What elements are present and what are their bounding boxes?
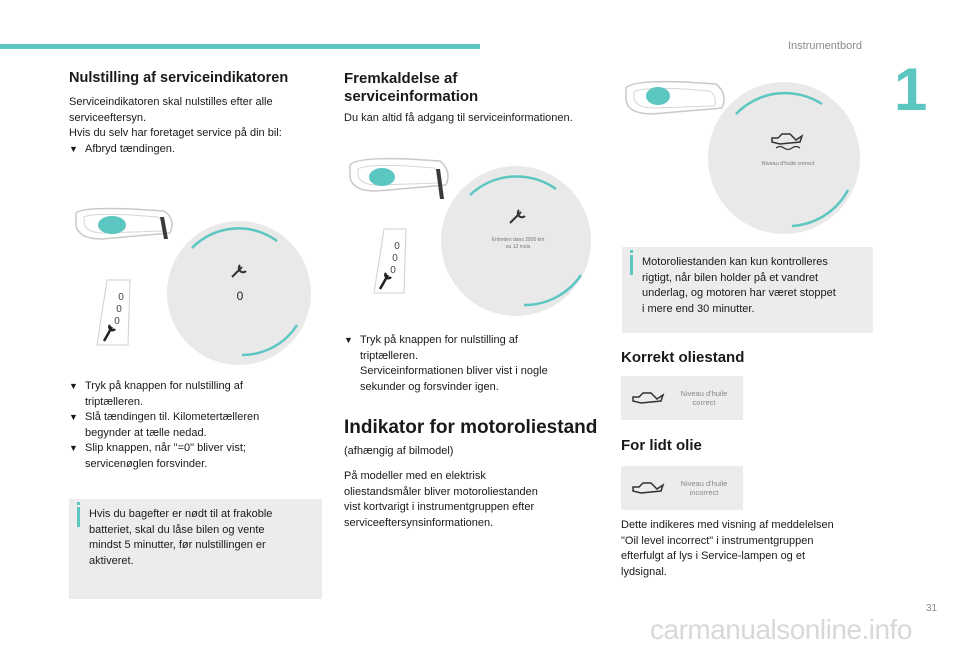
- header-accent-bar: [0, 44, 480, 49]
- trip-button-illustration: [76, 209, 172, 240]
- section-title: Instrumentbord: [788, 40, 862, 52]
- reset-section-title: Nulstilling af serviceindikatoren: [69, 70, 289, 86]
- list-item: ▼ Tryk på knappen for nulstilling af triptælleren.: [69, 380, 243, 408]
- list-item: ▼ Slå tændingen til. Kilometertælleren begynder at tælle nedad.: [69, 411, 260, 439]
- list-item: ▼ Slip knappen, når "=0" bliver vist; servicenøglen forsvinder.: [69, 442, 246, 470]
- bullet-arrow-icon: ▼: [69, 443, 78, 454]
- svg-text:0: 0: [392, 253, 398, 264]
- list-item: ▼ Tryk på knappen for nulstilling af triptælleren. Serviceinformationen bliver vist i nogle sekunder og forsvinder igen.: [344, 334, 548, 393]
- reset-intro: Serviceindikatoren skal nulstilles efter alle serviceeftersyn. Hvis du selv har foretaget service på din bil: ▼ Afbryd tændingen.: [69, 95, 319, 157]
- oil-level-illustration: [622, 78, 882, 238]
- oil-check-note: Motoroliestanden kan kun kontrolleres rigtigt, når bilen holder på et vandret underlag, og motoren har været stoppet i mere end 30 minutter.: [622, 247, 873, 333]
- gauge-text: Entretien dans 2800 km: [491, 237, 545, 243]
- oil-indicator-title: Indikator for motoroliestand: [344, 417, 598, 438]
- oil-can-icon: [621, 383, 671, 413]
- bullet-arrow-icon: ▼: [344, 335, 353, 345]
- gauge-text: Niveau d'huile correct: [761, 161, 815, 167]
- bullet-arrow-icon: ▼: [69, 412, 78, 423]
- bullet-arrow-icon: ▼: [69, 143, 78, 154]
- gauge-value: 0: [236, 289, 244, 303]
- trip-button-illustration: [350, 159, 448, 199]
- info-note-icon: [77, 507, 80, 527]
- gauge-dial: [708, 82, 860, 234]
- finger-press-icon: [436, 169, 444, 199]
- recall-steps: [344, 333, 604, 395]
- correct-oil-title: Korrekt oliestand: [621, 349, 745, 366]
- battery-note: Hvis du bagefter er nødt til at frakoble batteriet, skal du låse bilen og vente mindst 5 minutter, før nulstillingen er aktiveret.: [69, 499, 322, 599]
- svg-text:0: 0: [116, 304, 122, 315]
- page-number: 31: [926, 603, 938, 614]
- info-note-icon: [630, 255, 633, 275]
- chapter-number: 1: [894, 56, 928, 123]
- recall-illustration: [346, 155, 606, 325]
- low-oil-text: Dette indikeres med visning af meddelelsen "Oil level incorrect" i instrumentgruppen efterfulgt af lys i Service-lampen og et lydsignal.: [621, 519, 834, 578]
- oil-indicator-subtitle: (afhængig af bilmodel): [344, 445, 454, 457]
- odometer-strip: [374, 229, 406, 293]
- recall-intro: Du kan altid få adgang til serviceinformationen.: [344, 112, 573, 124]
- finger-press-icon: [160, 217, 168, 239]
- watermark: carmanualsonline.info: [650, 614, 912, 645]
- low-oil-message: Niveau d'huile incorrect: [621, 466, 743, 510]
- correct-oil-message: Niveau d'huile correct: [621, 376, 743, 420]
- odometer-strip: [97, 280, 130, 345]
- oil-can-icon: [621, 473, 671, 503]
- svg-text:0: 0: [114, 316, 120, 327]
- oil-indicator-text: På modeller med en elektrisk oliestandsmåler bliver motoroliestanden vist kortvarigt i instrumentgruppen efter serviceeftersynsinformationen.: [344, 470, 538, 529]
- svg-text:ou 12 mois: ou 12 mois: [505, 244, 531, 250]
- recall-section-title: Fremkaldelse af serviceinformation: [344, 70, 479, 105]
- trip-button-illustration: [626, 82, 724, 114]
- bullet-arrow-icon: ▼: [69, 381, 78, 391]
- low-oil-title: For lidt olie: [621, 437, 702, 454]
- svg-text:0: 0: [118, 292, 124, 303]
- svg-text:0: 0: [394, 241, 400, 252]
- reset-illustration: [72, 205, 327, 370]
- reset-steps: [69, 379, 319, 473]
- svg-text:0: 0: [390, 265, 396, 276]
